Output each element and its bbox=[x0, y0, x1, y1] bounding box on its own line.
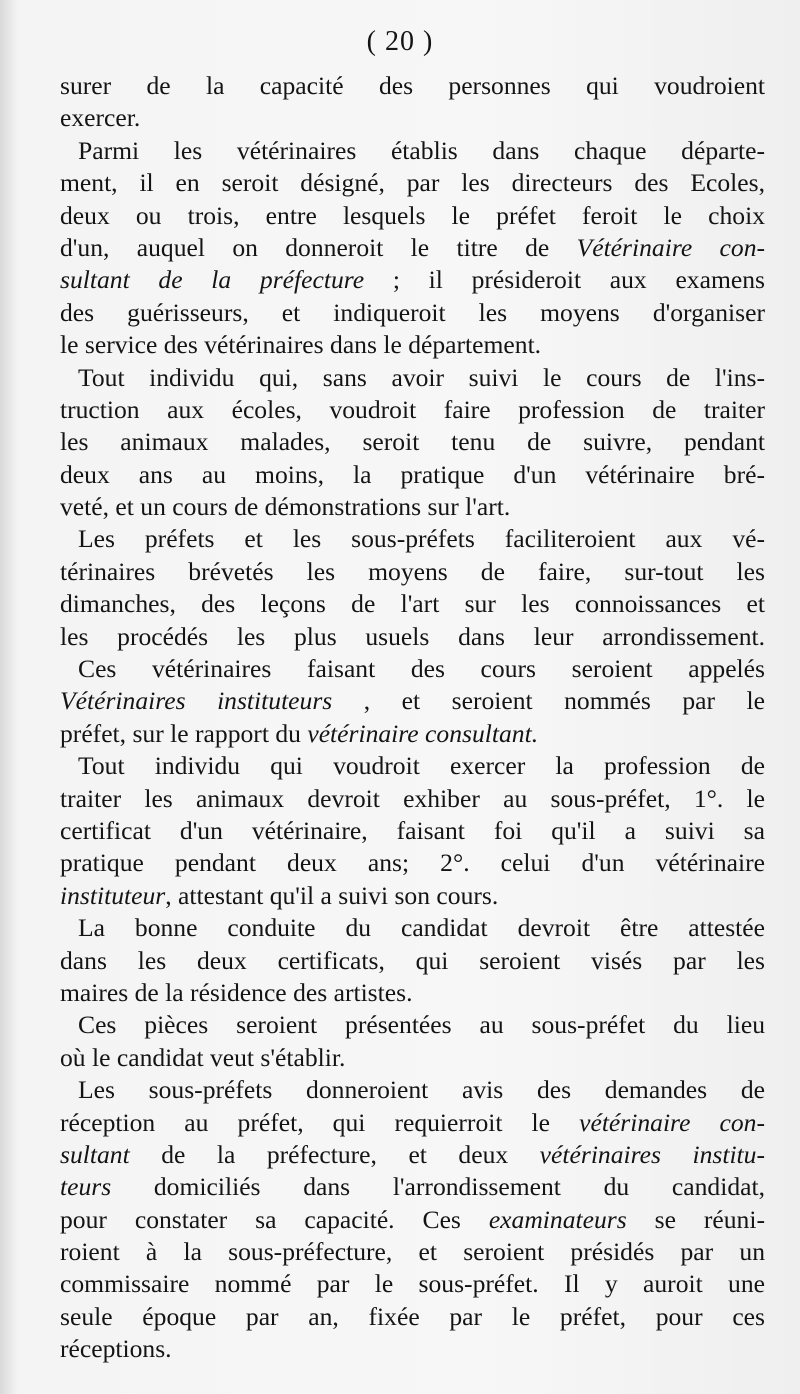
italic-text: Vétérinaire con- bbox=[576, 232, 766, 262]
text-line bbox=[60, 70, 765, 102]
text-line bbox=[60, 232, 765, 264]
text-segment: , et seroient nommés par le bbox=[332, 686, 766, 716]
text-line bbox=[60, 1204, 765, 1236]
text-segment: traiter les animaux devroit exhiber au sous-préfet, 1°. le bbox=[60, 783, 765, 813]
text-segment: Ces vétérinaires faisant des cours seroient appelés bbox=[78, 654, 765, 684]
text-line bbox=[60, 1074, 765, 1106]
text-segment: Les sous-préfets donneroient avis des demandes de bbox=[78, 1075, 765, 1105]
text-line bbox=[60, 394, 765, 426]
text-segment: d'un, auquel on donneroit le titre de bbox=[60, 232, 577, 262]
text-segment: exercer. bbox=[60, 103, 141, 133]
text-line bbox=[60, 200, 765, 232]
text-segment: pratique pendant deux ans; 2°. celui d'un vétérinaire bbox=[60, 848, 765, 878]
text-line bbox=[60, 588, 765, 620]
text-segment: La bonne conduite du candidat devroit être attestée bbox=[78, 913, 765, 943]
text-line bbox=[60, 1139, 765, 1171]
text-line bbox=[60, 459, 765, 491]
text-segment: réception au préfet, qui requierroit le bbox=[60, 1107, 580, 1137]
text-segment: dimanches, des leçons de l'art sur les connoissances et bbox=[60, 589, 765, 619]
text-segment: Les préfets et les sous-préfets faciliteroient aux vé- bbox=[78, 524, 765, 554]
text-line bbox=[60, 1107, 765, 1139]
italic-text: instituteur bbox=[60, 880, 166, 910]
page-number: ( 20 ) bbox=[366, 26, 434, 57]
text-segment: deux ou trois, entre lesquels le préfet feroit le choix bbox=[60, 200, 765, 230]
text-line bbox=[60, 426, 765, 458]
text-segment: pour constater sa capacité. Ces bbox=[60, 1204, 489, 1234]
text-segment: dans les deux certificats, qui seroient visés par les bbox=[60, 945, 765, 975]
text-segment: de la préfecture, et deux bbox=[129, 1139, 540, 1169]
text-line bbox=[60, 685, 765, 717]
italic-text: vétérinaire consultant. bbox=[307, 718, 539, 748]
italic-text: vétérinaire con- bbox=[579, 1107, 765, 1137]
text-segment: commissaire nommé par le sous-préfet. Il y auroit une bbox=[60, 1269, 765, 1299]
text-segment: des guérisseurs, et indiqueroit les moyens d'organiser bbox=[60, 297, 765, 327]
text-segment: maires de la résidence des artistes. bbox=[60, 977, 413, 1007]
text-segment: surer de la capacité des personnes qui voudroient bbox=[60, 71, 765, 100]
text-segment: préfet, sur le rapport du bbox=[60, 718, 308, 748]
text-line bbox=[60, 329, 765, 361]
text-segment: roient à la sous-préfecture, et seroient présidés par un bbox=[60, 1237, 765, 1267]
text-segment: les animaux malades, seroit tenu de suivre, pendant bbox=[60, 427, 765, 457]
text-line bbox=[60, 1171, 765, 1203]
text-line bbox=[60, 847, 765, 879]
text-segment: ; il présideroit aux examens bbox=[364, 265, 765, 295]
text-segment: Tout individu qui voudroit exercer la profession de bbox=[78, 751, 765, 781]
text-segment: , attestant qu'il a suivi son cours. bbox=[165, 880, 499, 910]
text-line bbox=[60, 1333, 765, 1365]
italic-text: Vétérinaires instituteurs bbox=[60, 686, 333, 716]
text-line bbox=[60, 362, 765, 394]
italic-text: sultant bbox=[60, 1139, 130, 1169]
text-line bbox=[60, 523, 765, 555]
text-line bbox=[60, 718, 765, 750]
text-segment: certificat d'un vétérinaire, faisant foi qu'il a suivi sa bbox=[60, 815, 765, 845]
text-line bbox=[60, 750, 765, 782]
text-segment: se réuni- bbox=[626, 1204, 765, 1234]
text-line bbox=[60, 1301, 765, 1333]
text-segment: térinaires brévetés les moyens de faire, sur-tout les bbox=[60, 556, 765, 586]
text-line bbox=[60, 1236, 765, 1268]
text-segment: veté, et un cours de démonstrations sur l'art. bbox=[60, 492, 511, 522]
text-line bbox=[60, 880, 765, 912]
text-line bbox=[60, 1268, 765, 1300]
text-line bbox=[60, 167, 765, 199]
text-line bbox=[60, 621, 765, 653]
text-line bbox=[60, 977, 765, 1009]
text-line bbox=[60, 815, 765, 847]
text-line bbox=[60, 1009, 765, 1041]
text-line bbox=[60, 556, 765, 588]
text-segment: seule époque par an, fixée par le préfet, pour ces bbox=[60, 1301, 765, 1331]
text-line bbox=[60, 135, 765, 167]
text-line bbox=[60, 912, 765, 944]
text-segment: le service des vétérinaires dans le département. bbox=[60, 330, 542, 360]
text-segment: où le candidat veut s'établir. bbox=[60, 1042, 346, 1072]
text-line bbox=[60, 783, 765, 815]
text-line bbox=[60, 297, 765, 329]
text-segment: ment, il en seroit désigné, par les directeurs des Ecoles, bbox=[60, 168, 765, 198]
italic-text: vétérinaires institu- bbox=[539, 1139, 765, 1169]
text-segment: Parmi les vétérinaires établis dans chaque départe- bbox=[78, 135, 765, 165]
text-segment: les procédés les plus usuels dans leur arrondissement. bbox=[60, 621, 765, 651]
body-text bbox=[60, 70, 765, 1366]
text-segment: Tout individu qui, sans avoir suivi le cours de l'ins- bbox=[78, 362, 765, 392]
text-segment: deux ans au moins, la pratique d'un vétérinaire bré- bbox=[60, 459, 765, 489]
text-segment: domiciliés dans l'arrondissement du candidat, bbox=[111, 1172, 765, 1202]
text-line bbox=[60, 1042, 765, 1074]
text-segment: réceptions. bbox=[60, 1334, 172, 1364]
italic-text: teurs bbox=[60, 1172, 112, 1202]
text-segment: Ces pièces seroient présentées au sous-préfet du lieu bbox=[78, 1010, 765, 1040]
text-line bbox=[60, 491, 765, 523]
text-line bbox=[60, 653, 765, 685]
text-line bbox=[60, 945, 765, 977]
italic-text: examinateurs bbox=[488, 1204, 627, 1234]
text-line bbox=[60, 264, 765, 296]
text-segment: truction aux écoles, voudroit faire profession de traiter bbox=[60, 394, 765, 424]
italic-text: sultant de la préfecture bbox=[60, 265, 365, 295]
text-line bbox=[60, 102, 765, 134]
